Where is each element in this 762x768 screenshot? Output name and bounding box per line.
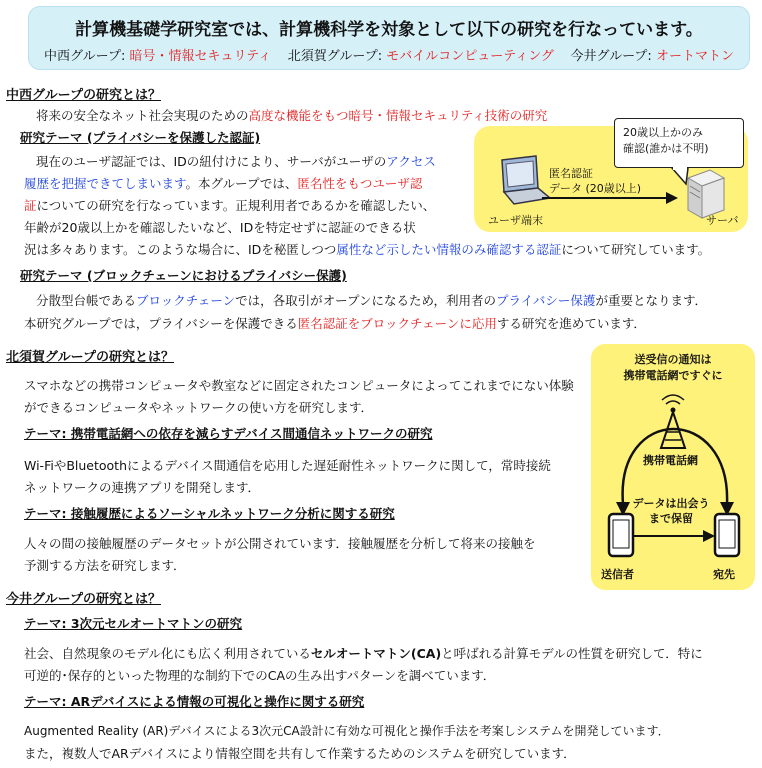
- text: が重要となります．: [595, 293, 707, 308]
- kitasuka-section-title: 北須賀グループの研究とは？: [6, 350, 174, 365]
- server-label: サーバ: [706, 214, 739, 227]
- bubble-tail-cover: [673, 166, 687, 170]
- cell-tower-icon: [661, 395, 685, 448]
- network-top-caption: [591, 352, 755, 384]
- highlight-red: 匿名認証をブロックチェーンに応用: [297, 316, 497, 331]
- text: について研究しています。: [561, 242, 711, 257]
- nakanishi-theme2-title: 研究テーマ (ブロックチェーンにおけるプライバシー保護): [20, 268, 347, 283]
- nakanishi-p1-line5: [24, 240, 710, 258]
- text: 。本グループでは、: [185, 176, 298, 191]
- kitasuka-t2-line1: 人々の間の接触履歴のデータセットが公開されています．接触履歴を分析して将来の接触を: [24, 536, 536, 551]
- kitasuka-t1-line2: ネットワークの連携アプリを開発します．: [24, 480, 261, 495]
- nakanishi-theme1-title: 研究テーマ (プライバシーを保護した認証): [20, 130, 261, 145]
- kitasuka-theme2-title: テーマ: 接触履歴によるソーシャルネットワーク分析に関する研究: [24, 506, 395, 521]
- nakanishi-p1-line3: [24, 196, 435, 214]
- group3-topic: オートマトン: [655, 49, 734, 64]
- highlight-bold: セルオートマトン(CA): [310, 646, 442, 661]
- top-caption-line1: 送受信の通知は: [634, 353, 712, 366]
- hold-caption: [626, 496, 716, 526]
- kitasuka-t2-line2: 予測する方法を研究します．: [24, 558, 186, 573]
- text: についての研究を行なっています。正規利用者であるかを確認したい、: [36, 198, 436, 213]
- text: では，各取引がオープンになるため，利用者の: [235, 293, 497, 308]
- kitasuka-intro-line1: スマホなどの携帯コンピュータや教室などに固定されたコンピュータによってこれまでにない体験: [24, 378, 574, 393]
- kitasuka-t1-line1: Wi-FiやBluetoothによるデバイス間通信を応用した遅延耐性ネットワークに関して，常時接続: [24, 458, 551, 473]
- group1-topic: 暗号・情報セキュリティ: [129, 49, 272, 64]
- nakanishi-p1-line1: [36, 152, 436, 170]
- sender-label: 送信者: [601, 568, 634, 581]
- top-caption-line2: 携帯電話網ですぐに: [623, 369, 723, 382]
- text: する研究を進めています．: [496, 316, 646, 331]
- highlight-blue: ブロックチェーン: [136, 293, 236, 308]
- text: と呼ばれる計算モデルの性質を研究して．特に: [441, 646, 703, 661]
- intro-highlight: 高度な機能をもつ暗号・情報セキュリティ技術の研究: [248, 108, 548, 123]
- intro-text: 将来の安全なネット社会実現のための: [36, 108, 249, 123]
- cell-network-label: 携帯電話網: [643, 454, 698, 467]
- imai-t1-line2: 可逆的･保存的といった物理的な制約下でのCAの生み出すパターンを調べています．: [24, 668, 496, 683]
- dtn-arrow-head: [703, 530, 715, 542]
- imai-section-title: 今井グループの研究とは？: [6, 592, 161, 607]
- page-title: 計算機基礎学研究室では、計算機科学を対象として以下の研究を行なっています。: [75, 20, 703, 40]
- imai-theme1-title: テーマ: 3次元セルオートマトンの研究: [24, 616, 243, 631]
- highlight-red: 匿名性をもつユーザ認: [297, 176, 423, 191]
- highlight-blue: プライバシー保護: [496, 293, 596, 308]
- kitasuka-theme1-title: テーマ: 携帯電話網への依存を減らすデバイス間通信ネットワークの研究: [24, 426, 433, 441]
- group1-name: 中西グループ:: [44, 49, 130, 64]
- arrow-label-line1: 匿名認証: [549, 167, 593, 180]
- highlight-blue: 属性など示したい情報のみ確認する認証: [336, 242, 562, 257]
- nakanishi-p1-line4: 年齢が20歳以上かを確認したいなど、IDを特定せずに認証のできる状: [24, 220, 416, 235]
- nakanishi-p1-line2: [24, 174, 422, 192]
- kitasuka-intro-line2: ができるコンピュータやネットワークの使い方を研究します．: [24, 400, 374, 415]
- group2-name: 北須賀グループ:: [287, 49, 387, 64]
- highlight-blue: 履歴を把握できてしまいます: [24, 176, 186, 191]
- group2-topic: モバイルコンピューティング: [386, 49, 554, 64]
- nakanishi-p2-line1: [36, 291, 707, 309]
- group-list: [39, 45, 739, 64]
- group3-name: 今井グループ:: [570, 49, 656, 64]
- user-terminal-label: ユーザ端末: [488, 214, 543, 227]
- highlight-blue: アクセス: [386, 154, 436, 169]
- text: 現在のユーザ認証では、IDの紐付けにより、サーバがユーザの: [36, 154, 387, 169]
- text: 分散型台帳である: [36, 293, 137, 308]
- header-banner: [28, 6, 750, 70]
- arrow-label-line2: データ (20歳以上): [549, 182, 642, 195]
- imai-theme2-title: テーマ: ARデバイスによる情報の可視化と操作に関する研究: [24, 694, 365, 709]
- imai-t2-line1: Augmented Reality (AR)デバイスによる3次元CA設計に有効な可視化と操作手法を考案しシステムを開発しています．: [24, 724, 670, 738]
- imai-t2-line2: また，複数人でARデバイスにより情報空間を共有して作業するためのシステムを研究しています．: [24, 746, 576, 761]
- nakanishi-intro: [36, 106, 547, 124]
- nakanishi-section-title: 中西グループの研究とは？: [6, 88, 161, 103]
- bubble-line2: 確認(誰かは不明): [623, 142, 709, 155]
- nakanishi-p2-line2: [24, 314, 646, 332]
- server-icon: [688, 170, 724, 218]
- receiver-phone-icon: [715, 514, 739, 556]
- highlight-red: 証: [24, 198, 37, 213]
- hold-caption-line2: まで保留: [649, 512, 693, 525]
- arrow-label: [549, 166, 641, 196]
- laptop-icon: [502, 156, 550, 204]
- text: 社会、自然現象のモデル化にも広く利用されている: [24, 646, 311, 661]
- receiver-label: 宛先: [713, 568, 735, 581]
- imai-t1-line1: [24, 644, 703, 662]
- text: 本研究グループでは，プライバシーを保護できる: [24, 316, 298, 331]
- hold-caption-line1: データは出会う: [632, 497, 710, 510]
- arrow-head: [666, 192, 678, 204]
- text: 況は多々あります。このような場合に、IDを秘匿しつつ: [24, 242, 337, 257]
- bubble-line1: 20歳以上かのみ: [623, 126, 703, 139]
- bubble-tail: [672, 168, 688, 184]
